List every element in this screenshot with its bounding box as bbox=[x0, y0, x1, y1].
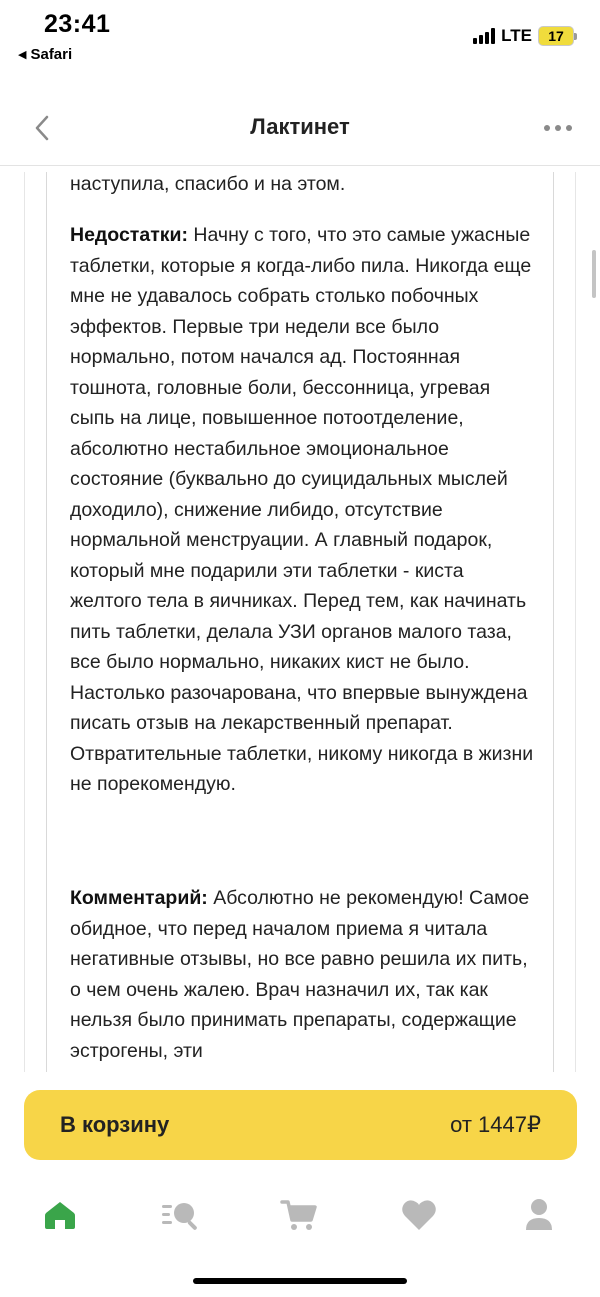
heart-icon bbox=[400, 1198, 438, 1232]
review-scroll-area[interactable] bbox=[0, 172, 600, 1072]
tab-home[interactable] bbox=[35, 1190, 85, 1240]
cart-button-label: В корзину bbox=[60, 1112, 170, 1137]
review-intro-text: наступила, спасибо и на этом. bbox=[70, 173, 346, 195]
back-app-label: Safari bbox=[30, 46, 73, 63]
back-triangle-icon: ◀ bbox=[18, 49, 27, 61]
cart-icon bbox=[280, 1198, 318, 1232]
battery-icon bbox=[538, 26, 574, 46]
status-bar bbox=[0, 0, 600, 78]
comment-text: Абсолютно не рекомендую! Самое обидное, что перед началом приема я читала негативные отзывы, но все равно решила их пить, о чем очень жалею. Врач назначил их, так как нельзя было принимать препараты, содержащие эстрогены, эти bbox=[70, 887, 530, 1062]
review-comment bbox=[70, 883, 540, 1066]
back-to-safari[interactable] bbox=[18, 46, 72, 63]
battery-level: 17 bbox=[548, 28, 564, 44]
nav-header bbox=[0, 90, 600, 166]
catalog-search-icon bbox=[160, 1198, 200, 1232]
tab-catalog[interactable] bbox=[155, 1190, 205, 1240]
comment-label: Комментарий: bbox=[70, 887, 208, 909]
cart-price: от 1447₽ bbox=[450, 1112, 541, 1137]
status-indicators bbox=[473, 26, 574, 46]
add-to-cart-button[interactable] bbox=[24, 1090, 577, 1160]
tab-favorites[interactable] bbox=[394, 1190, 444, 1240]
signal-icon bbox=[473, 28, 495, 44]
network-label: LTE bbox=[501, 26, 532, 45]
scroll-indicator[interactable] bbox=[592, 250, 596, 298]
home-icon bbox=[43, 1199, 77, 1231]
tab-profile[interactable] bbox=[514, 1190, 564, 1240]
cons-text: Начну с того, что это самые ужасные таблетки, которые я когда-либо пила. Никогда еще мне не удавалось собрать столько побочных эффектов. Первые три недели все было нормально, потом начался ад. Постоянная тошнота, головные боли, бессонница, угревая сыпь на лице, повышенное потоотделение, абсолютно нестабильное эмоциональное состояние (буквально до суицидальных мыслей доходило), снижение либидо, отсутствие нормальной менструации. А главный подарок, который мне подарили эти таблетки - киста желтого тела в яичниках. Перед тем, как начинать пить таблетки, делала УЗИ органов малого таза, все было нормально, никаких кист не было. Настолько разочарована, что впервые вынуждена писать отзыв на лекарственный препарат. Отвратительные таблетки, никому никогда в жизни не порекомендую. bbox=[70, 224, 534, 795]
page-title: Лактинет bbox=[250, 114, 350, 139]
cart-area bbox=[0, 1072, 600, 1297]
review-cons bbox=[70, 220, 540, 800]
cons-label: Недостатки: bbox=[70, 224, 188, 246]
status-time: 23:41 bbox=[44, 10, 111, 38]
tab-cart[interactable] bbox=[274, 1190, 324, 1240]
home-indicator[interactable] bbox=[193, 1278, 407, 1284]
profile-icon bbox=[524, 1198, 554, 1232]
bottom-tab-bar bbox=[0, 1190, 600, 1250]
more-dots-icon[interactable] bbox=[544, 116, 572, 140]
